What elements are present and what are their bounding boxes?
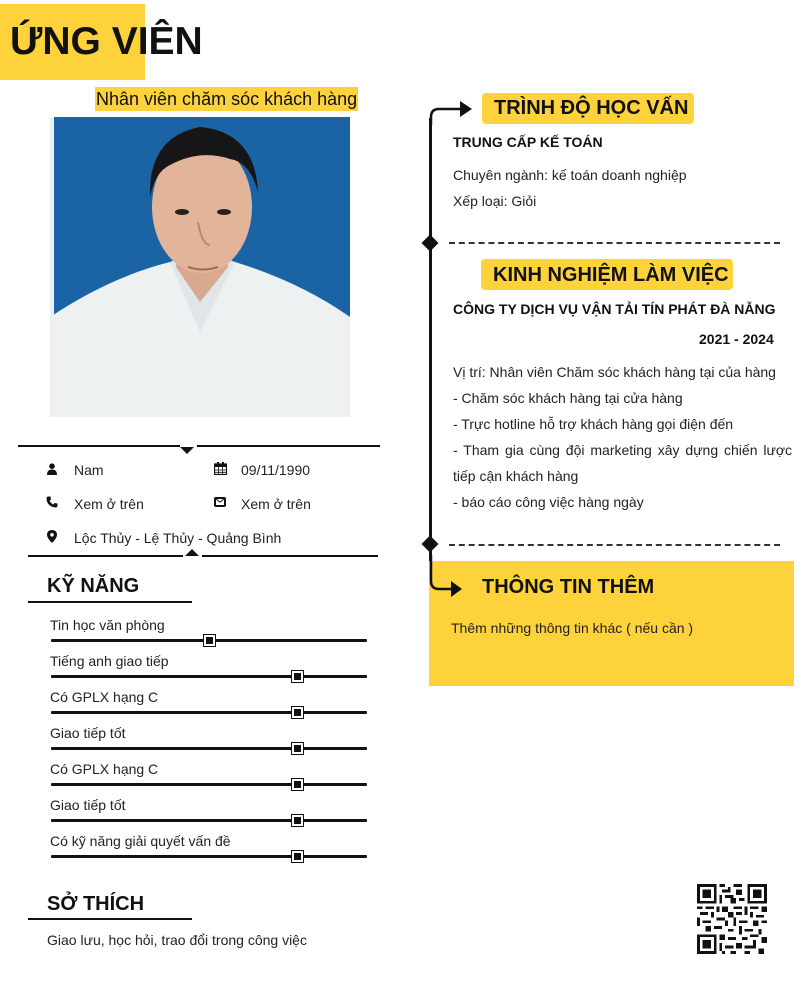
skill-level-track[interactable]: [51, 711, 367, 714]
hobbies-text: Giao lưu, học hỏi, trao đổi trong công việc: [47, 932, 307, 948]
skill-level-knob[interactable]: [204, 635, 215, 646]
profile-photo: [50, 117, 350, 417]
skill-level-knob[interactable]: [292, 779, 303, 790]
gender-value: Nam: [74, 462, 104, 478]
skill-label: Giao tiếp tốt: [50, 797, 126, 813]
skill-level-knob[interactable]: [292, 671, 303, 682]
skill-level-knob[interactable]: [292, 815, 303, 826]
education-grade: Xếp loại: Giỏi: [453, 193, 537, 209]
user-icon: [45, 462, 59, 476]
timeline-node-1: [422, 235, 439, 252]
phone-value: Xem ở trên: [74, 496, 144, 512]
hobbies-heading-underline: [28, 918, 192, 920]
skill-level-track[interactable]: [51, 783, 367, 786]
skill-level-track[interactable]: [51, 855, 367, 858]
email-value: Xem ở trên: [241, 496, 311, 512]
candidate-name: ỨNG VIÊN: [10, 20, 203, 63]
timeline-line: [429, 118, 432, 580]
experience-duty: - Tham gia cùng đội marketing xây dựng chiến lược: [453, 442, 793, 458]
skill-label: Tiếng anh giao tiếp: [50, 653, 169, 669]
calendar-icon: [213, 461, 227, 475]
skill-level-track[interactable]: [51, 675, 367, 678]
map-marker-icon: [45, 529, 59, 543]
experience-position: Vị trí: Nhân viên Chăm sóc khách hàng tại của hàng: [453, 364, 776, 380]
education-heading: TRÌNH ĐỘ HỌC VẤN: [494, 97, 689, 119]
divider-bottom-right: [202, 555, 378, 557]
experience-duty: - Trực hotline hỗ trợ khách hàng gọi điện đến: [453, 416, 734, 432]
timeline-node-2: [422, 536, 439, 553]
extra-info-text: Thêm những thông tin khác ( nếu cần ): [451, 620, 694, 636]
hobbies-heading: SỞ THÍCH: [47, 893, 145, 915]
skill-level-track[interactable]: [51, 819, 367, 822]
phone-icon: [45, 495, 59, 509]
envelope-icon: [213, 495, 227, 509]
birthday-value: 09/11/1990: [241, 462, 311, 478]
qr-code[interactable]: [697, 884, 767, 954]
timeline-arrow-bottom: [420, 555, 470, 605]
divider-arrow-up: [185, 549, 199, 556]
dashed-separator-2: [449, 544, 780, 546]
education-school: TRUNG CẤP KẾ TOÁN: [453, 134, 603, 150]
skill-level-knob[interactable]: [292, 707, 303, 718]
skill-label: Giao tiếp tốt: [50, 725, 126, 741]
divider-arrow-down: [180, 447, 194, 454]
experience-duty: - báo cáo công việc hàng ngày: [453, 494, 644, 510]
experience-period: 2021 - 2024: [699, 331, 774, 347]
experience-duty: tiếp cận khách hàng: [453, 468, 579, 484]
experience-heading: KINH NGHIỆM LÀM VIỆC: [493, 264, 729, 286]
job-title: Nhân viên chăm sóc khách hàng: [96, 89, 358, 109]
divider-top-left: [18, 445, 180, 447]
skill-level-knob[interactable]: [292, 851, 303, 862]
skill-level-knob[interactable]: [292, 743, 303, 754]
skill-label: Có GPLX hạng C: [50, 761, 159, 777]
skills-heading: KỸ NĂNG: [47, 575, 140, 597]
education-major: Chuyên ngành: kế toán doanh nghiệp: [453, 167, 687, 183]
experience-company: CÔNG TY DỊCH VỤ VẬN TẢI TÍN PHÁT ĐÀ NẴNG: [453, 301, 776, 317]
skill-label: Có GPLX hạng C: [50, 689, 159, 705]
skill-level-track[interactable]: [51, 747, 367, 750]
skill-label: Tin học văn phòng: [50, 617, 165, 633]
experience-duty: - Chăm sóc khách hàng tại cửa hàng: [453, 390, 683, 406]
skill-label: Có kỹ năng giải quyết vấn đề: [50, 833, 231, 849]
divider-top-right: [197, 445, 380, 447]
extra-info-heading: THÔNG TIN THÊM: [482, 576, 655, 598]
address-value: Lộc Thủy - Lệ Thủy - Quảng Bình: [74, 530, 282, 546]
skills-heading-underline: [28, 601, 192, 603]
divider-bottom-left: [28, 555, 183, 557]
dashed-separator-1: [449, 242, 780, 244]
